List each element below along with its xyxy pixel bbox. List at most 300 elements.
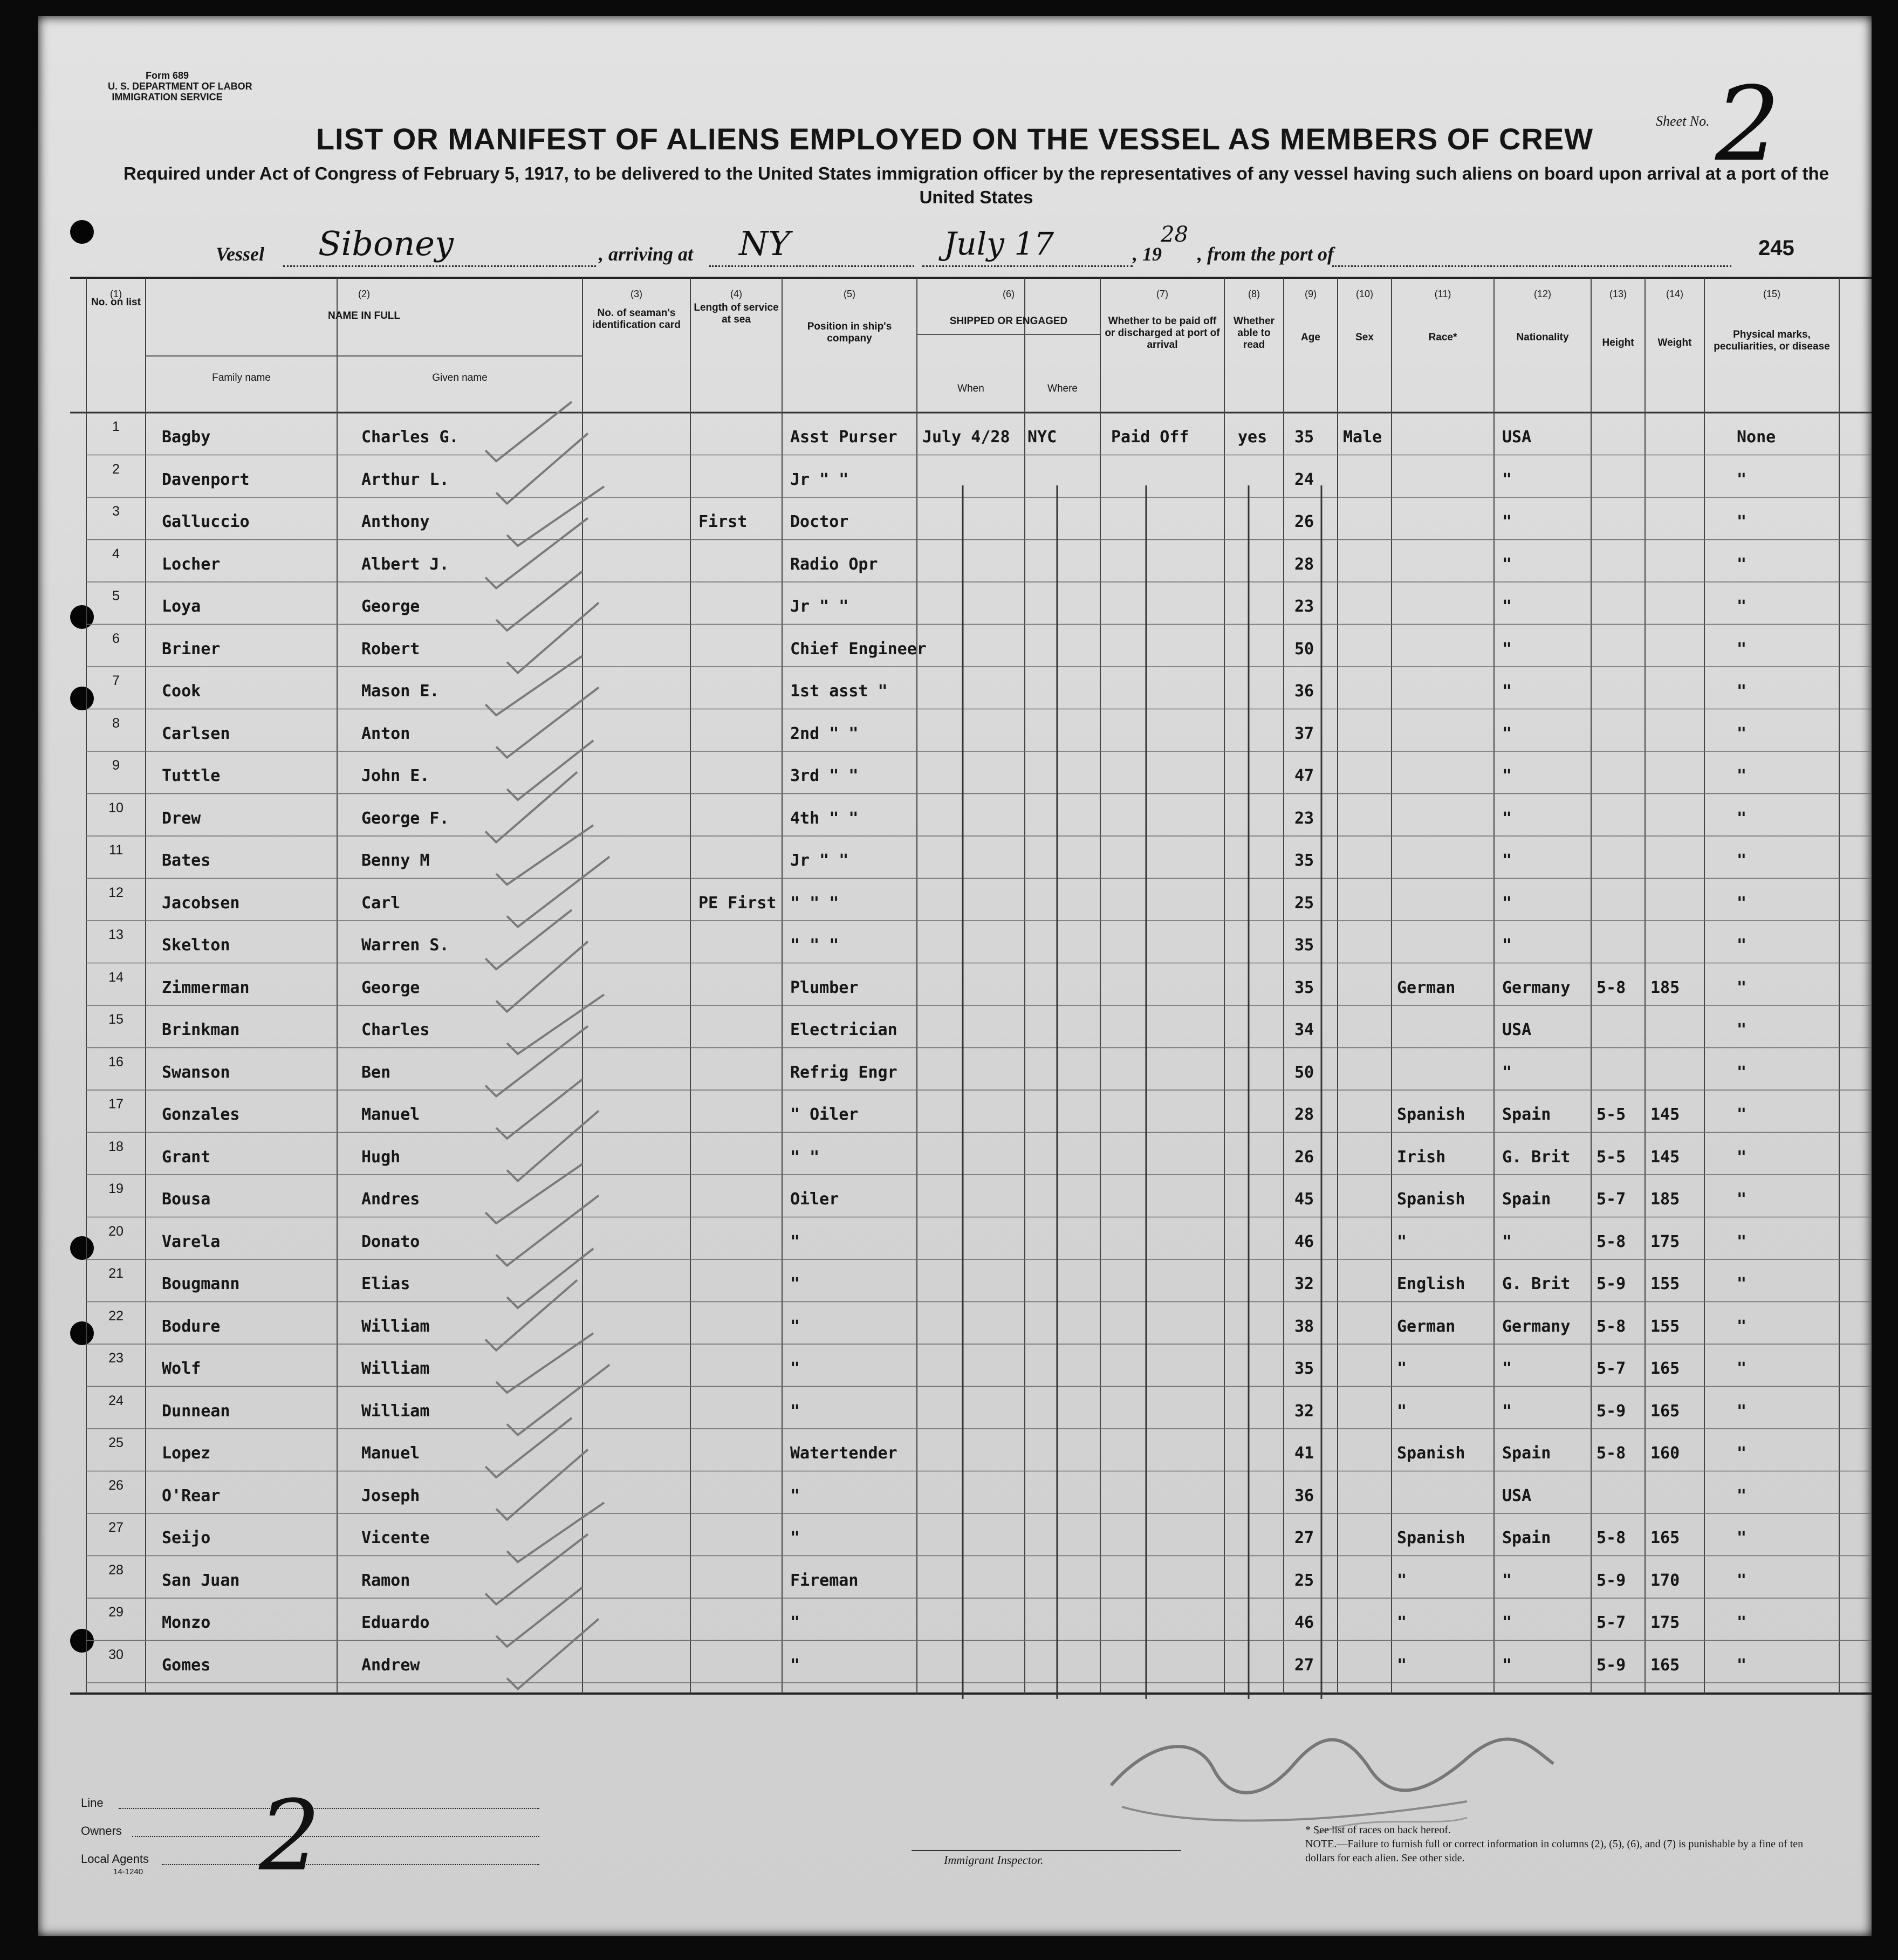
position-cell: " (790, 1486, 800, 1505)
check-mark (496, 571, 583, 631)
race-cell: German (1397, 978, 1456, 997)
header-height-number: (13) (1609, 289, 1627, 299)
header-name-in-full: NAME IN FULL (327, 310, 401, 321)
height-cell: 5-9 (1596, 1274, 1626, 1293)
physical-marks-cell: " (1737, 766, 1747, 785)
position-cell: " " " (790, 893, 839, 913)
weight-cell: 165 (1650, 1359, 1680, 1378)
family-name-cell: Tuttle (162, 766, 221, 785)
physical-marks-cell: " (1737, 851, 1747, 870)
row-number: 18 (108, 1139, 124, 1154)
row-number: 7 (112, 673, 120, 688)
given-name-cell: Arthur L. (361, 470, 449, 489)
physical-marks-cell: " (1737, 1317, 1747, 1336)
position-cell: " Oiler (790, 1105, 859, 1124)
weight-cell: 155 (1650, 1274, 1680, 1293)
given-name-cell: Manuel (361, 1105, 420, 1124)
given-name-cell: William (361, 1317, 430, 1336)
given-name-cell: William (361, 1359, 430, 1378)
header-id-card: No. of seaman's identification card (592, 307, 681, 331)
manifest-sheet (38, 16, 1872, 1936)
row-number: 10 (108, 800, 124, 815)
weight-cell: 185 (1650, 1190, 1680, 1209)
nationality-cell: " (1502, 766, 1512, 785)
nationality-cell: USA (1502, 428, 1532, 447)
row-number: 1 (112, 419, 120, 434)
family-name-cell: Bodure (162, 1317, 221, 1336)
height-cell: 5-7 (1596, 1359, 1626, 1378)
given-name-cell: Mason E. (361, 682, 440, 701)
physical-marks-cell: " (1737, 1613, 1747, 1632)
check-mark (496, 825, 593, 885)
physical-marks-cell: " (1737, 978, 1747, 997)
arriving-port: NY (739, 224, 791, 263)
family-name-cell: Skelton (162, 936, 230, 955)
legal-requirement-text: Required under Act of Congress of February 5, 1917, to be delivered to the United States immigration officer by the representatives of any vessel having such aliens on board upon arrival at a port of the United States (123, 163, 1829, 207)
check-mark (507, 1111, 599, 1181)
row-number: 16 (108, 1054, 124, 1070)
check-mark (507, 995, 604, 1054)
vessel-name: Siboney (318, 224, 454, 263)
nationality-cell: G. Brit (1502, 1147, 1571, 1167)
paid-off-cell: Paid Off (1111, 428, 1189, 447)
check-mark (507, 1365, 609, 1435)
given-name-cell: Andrew (361, 1655, 420, 1675)
weight-cell: 175 (1650, 1613, 1680, 1632)
race-cell: " (1397, 1359, 1407, 1378)
nationality-cell: " (1502, 639, 1512, 659)
header-nationality-number: (12) (1533, 289, 1551, 299)
nationality-cell: G. Brit (1502, 1274, 1571, 1293)
family-name-cell: Galluccio (162, 512, 250, 531)
family-name-cell: Monzo (162, 1613, 211, 1632)
family-name-cell: Lopez (162, 1444, 211, 1463)
race-cell: Spanish (1397, 1529, 1465, 1547)
check-mark (496, 1079, 583, 1139)
family-name-cell: Seijo (162, 1529, 211, 1547)
given-name-cell: Robert (361, 639, 420, 659)
age-cell: 28 (1294, 1105, 1314, 1124)
position-cell: Jr " " (790, 597, 849, 616)
given-name-cell: Elias (361, 1274, 410, 1293)
header-able-to-read-number: (8) (1248, 289, 1260, 299)
row-number: 19 (108, 1181, 124, 1196)
given-name-cell: Eduardo (361, 1613, 430, 1632)
position-cell: Jr " " (790, 470, 849, 489)
physical-marks-cell: " (1737, 682, 1747, 701)
family-name-cell: Wolf (162, 1359, 201, 1378)
row-number: 3 (112, 504, 120, 519)
physical-marks-cell: " (1737, 1486, 1747, 1505)
physical-marks-cell: " (1737, 1655, 1747, 1675)
given-name-cell: Anthony (361, 512, 430, 531)
physical-marks-cell: None (1737, 428, 1776, 447)
physical-marks-cell: " (1737, 1063, 1747, 1082)
physical-marks-cell: " (1737, 512, 1747, 531)
physical-marks-cell: " (1737, 808, 1747, 828)
height-cell: 5-8 (1596, 978, 1626, 997)
check-mark (507, 857, 609, 927)
weight-cell: 170 (1650, 1571, 1680, 1590)
check-mark (485, 1280, 577, 1351)
position-cell: Electrician (790, 1020, 897, 1039)
nationality-cell: " (1502, 851, 1512, 870)
form-code: 14-1240 (113, 1867, 143, 1876)
weight-cell: 145 (1650, 1147, 1680, 1167)
weight-cell: 160 (1650, 1444, 1680, 1463)
check-mark (507, 741, 593, 800)
height-cell: 5-5 (1596, 1147, 1626, 1167)
age-cell: 46 (1294, 1613, 1314, 1632)
header-weight-number: (14) (1666, 289, 1683, 299)
given-name-cell: Carl (361, 893, 401, 913)
given-name-cell: George (361, 978, 420, 997)
race-cell: " (1397, 1655, 1407, 1675)
race-cell: Spanish (1397, 1444, 1465, 1463)
physical-marks-cell: " (1737, 1147, 1747, 1167)
check-mark (507, 603, 599, 673)
race-cell: Spanish (1397, 1190, 1465, 1209)
physical-marks-cell: " (1737, 1105, 1747, 1124)
given-name-cell: Manuel (361, 1444, 420, 1463)
race-cell: English (1397, 1274, 1465, 1293)
form-department: U. S. DEPARTMENT OF LABOR (108, 81, 252, 92)
nationality-cell: " (1502, 512, 1512, 531)
height-cell: 5-9 (1596, 1655, 1626, 1675)
position-cell: 4th " " (790, 808, 859, 828)
nationality-cell: " (1502, 808, 1512, 828)
position-cell: Chief Engineer (790, 639, 927, 659)
family-name-cell: Bagby (162, 428, 211, 447)
header-id-card-number: (3) (631, 289, 642, 299)
sex-cell: Male (1343, 428, 1382, 447)
row-number: 23 (108, 1351, 124, 1366)
given-name-cell: Warren S. (361, 936, 449, 955)
nationality-cell: " (1502, 470, 1512, 489)
nationality-cell: " (1502, 1232, 1512, 1251)
inspector-label: Immigrant Inspector. (944, 1853, 1044, 1867)
given-name-cell: Ben (361, 1063, 391, 1082)
length-of-service-cell: PE First (698, 893, 777, 913)
age-cell: 37 (1294, 724, 1314, 743)
header-sex-number: (10) (1355, 289, 1373, 299)
owners-label: Owners (81, 1824, 122, 1838)
check-mark (507, 1503, 604, 1562)
row-number: 28 (108, 1562, 124, 1578)
height-cell: 5-9 (1596, 1571, 1626, 1590)
row-number: 8 (112, 715, 120, 731)
given-name-cell: Joseph (361, 1486, 420, 1505)
position-cell: " (790, 1359, 800, 1378)
header-physical-marks-number: (15) (1763, 289, 1780, 299)
race-cell: Irish (1397, 1147, 1446, 1167)
page-title: LIST OR MANIFEST OF ALIENS EMPLOYED ON THE VESSEL AS MEMBERS OF CREW (316, 122, 1594, 156)
family-name-cell: Cook (162, 682, 201, 701)
nationality-cell: " (1502, 682, 1512, 701)
age-cell: 35 (1294, 428, 1314, 447)
position-cell: Plumber (790, 978, 859, 997)
row-number: 2 (112, 461, 120, 477)
given-name-cell: Andres (361, 1190, 420, 1209)
nationality-cell: " (1502, 936, 1512, 955)
penalty-note: NOTE.—Failure to furnish full or correct information in columns (2), (5), (6), and (7) is punishable by a fine of ten dollars for each alien. See other side. (1305, 1838, 1804, 1864)
family-name-cell: Davenport (162, 470, 250, 489)
header-age: Age (1301, 332, 1320, 343)
header-length-of-service-number: (4) (730, 289, 742, 299)
nationality-cell: USA (1502, 1486, 1532, 1505)
nationality-cell: " (1502, 1613, 1512, 1632)
position-cell: " (790, 1529, 800, 1547)
age-cell: 38 (1294, 1317, 1314, 1336)
family-name-cell: Varela (162, 1232, 221, 1251)
nationality-cell: Spain (1502, 1105, 1551, 1124)
handwritten-number: 2 (259, 1780, 321, 1893)
family-name-cell: Bougmann (162, 1274, 240, 1293)
height-cell: 5-8 (1596, 1317, 1626, 1336)
age-cell: 35 (1294, 851, 1314, 870)
physical-marks-cell: " (1737, 1190, 1747, 1209)
row-number: 11 (109, 842, 123, 858)
row-number: 12 (108, 885, 124, 900)
given-name-cell: Vicente (361, 1529, 430, 1547)
form-service: IMMIGRATION SERVICE (112, 92, 223, 102)
given-name-cell: George F. (361, 808, 449, 828)
header-list-number-number: (1) (110, 289, 122, 299)
header-age-number: (9) (1305, 289, 1317, 299)
row-number: 26 (108, 1477, 124, 1493)
check-mark (496, 1333, 593, 1393)
row-number: 9 (112, 758, 120, 773)
position-cell: " (790, 1401, 800, 1421)
physical-marks-cell: " (1737, 724, 1747, 743)
age-cell: 25 (1294, 1571, 1314, 1590)
position-cell: " (790, 1613, 800, 1632)
race-cell: " (1397, 1232, 1407, 1251)
position-cell: 3rd " " (790, 766, 859, 785)
header-sex: Sex (1355, 332, 1374, 343)
physical-marks-cell: " (1737, 936, 1747, 955)
family-name-cell: Swanson (162, 1063, 230, 1082)
family-name-cell: Carlsen (162, 724, 230, 743)
nationality-cell: " (1502, 724, 1512, 743)
able-to-read-cell: yes (1238, 428, 1267, 447)
check-mark (496, 942, 588, 1012)
age-cell: 35 (1294, 1359, 1314, 1378)
arrival-date: July 17 (944, 225, 1054, 262)
physical-marks-cell: " (1737, 1274, 1747, 1293)
family-name-cell: Bousa (162, 1190, 211, 1209)
age-cell: 36 (1294, 1486, 1314, 1505)
family-name-cell: San Juan (162, 1571, 240, 1590)
nationality-cell: USA (1502, 1020, 1532, 1039)
nationality-cell: Spain (1502, 1529, 1551, 1547)
position-cell: " " " (790, 936, 839, 955)
family-name-cell: Drew (162, 808, 201, 828)
race-cell: " (1397, 1613, 1407, 1632)
row-number: 21 (108, 1266, 124, 1281)
arriving-label: , arriving at (599, 243, 694, 265)
weight-cell: 165 (1650, 1529, 1680, 1547)
nationality-cell: Spain (1502, 1444, 1551, 1463)
age-cell: 47 (1294, 766, 1314, 785)
age-cell: 23 (1294, 808, 1314, 828)
check-mark (496, 1450, 588, 1520)
family-name-cell: Locher (162, 554, 221, 574)
weight-cell: 175 (1650, 1232, 1680, 1251)
header-length-of-service: Length of service at sea (694, 302, 779, 325)
header-position: Position in ship's company (807, 321, 892, 344)
given-name-cell: Donato (361, 1232, 420, 1251)
row-number: 15 (108, 1012, 124, 1027)
manifest-table-grid (38, 16, 1872, 1936)
age-cell: 32 (1294, 1401, 1314, 1421)
given-name-cell: John E. (361, 766, 430, 785)
header-nationality: Nationality (1516, 332, 1569, 343)
family-name-cell: Zimmerman (162, 978, 250, 997)
header-shipped-engaged-number: (6) (1003, 289, 1015, 299)
nationality-cell: " (1502, 554, 1512, 574)
header-shipped-engaged: SHIPPED OR ENGAGED (949, 316, 1068, 327)
shipped-when-cell: July 4/28 (922, 428, 1010, 447)
weight-cell: 145 (1650, 1105, 1680, 1124)
height-cell: 5-8 (1596, 1529, 1626, 1547)
position-cell: Refrig Engr (790, 1063, 897, 1082)
physical-marks-cell: " (1737, 470, 1747, 489)
weight-cell: 155 (1650, 1317, 1680, 1336)
position-cell: " (790, 1232, 800, 1251)
physical-marks-cell: " (1737, 1571, 1747, 1590)
physical-marks-cell: " (1737, 1020, 1747, 1039)
family-name-cell: Gonzales (162, 1105, 240, 1124)
row-number: 17 (108, 1096, 124, 1112)
from-port-label: , from the port of (1197, 243, 1334, 265)
family-name-cell: Jacobsen (162, 893, 240, 913)
weight-cell: 185 (1650, 978, 1680, 997)
given-name-cell: Anton (361, 724, 410, 743)
position-cell: Jr " " (790, 851, 849, 870)
row-number: 14 (108, 969, 124, 985)
row-number: 27 (108, 1520, 124, 1535)
header-physical-marks: Physical marks, peculiarities, or disease (1714, 329, 1830, 352)
row-number: 30 (108, 1647, 124, 1662)
race-cell: Spanish (1397, 1105, 1465, 1124)
shipped-where-cell: NYC (1027, 428, 1057, 447)
family-name-cell: Gomes (162, 1655, 211, 1675)
given-name-cell: Benny M (361, 851, 430, 870)
stamp-number: 245 (1758, 236, 1794, 260)
position-cell: " " (790, 1147, 820, 1167)
nationality-cell: " (1502, 1063, 1512, 1082)
physical-marks-cell: " (1737, 1529, 1747, 1547)
age-cell: 32 (1294, 1274, 1314, 1293)
age-cell: 46 (1294, 1232, 1314, 1251)
check-mark (485, 656, 583, 715)
physical-marks-cell: " (1737, 1359, 1747, 1378)
race-cell: " (1397, 1571, 1407, 1590)
age-cell: 35 (1294, 936, 1314, 955)
age-cell: 36 (1294, 682, 1314, 701)
row-number: 20 (108, 1223, 124, 1239)
race-footnote: * See list of races on back hereof. (1305, 1824, 1451, 1836)
age-cell: 35 (1294, 978, 1314, 997)
check-mark (496, 434, 588, 504)
header-list-number: No. on list (91, 297, 141, 308)
physical-marks-cell: " (1737, 1444, 1747, 1463)
header-name-in-full-number: (2) (358, 289, 370, 299)
header-where: Where (1047, 383, 1078, 394)
age-cell: 28 (1294, 554, 1314, 574)
nationality-cell: " (1502, 1401, 1512, 1421)
length-of-service-cell: First (698, 512, 748, 531)
family-name-cell: Bates (162, 851, 211, 870)
given-name-cell: Hugh (361, 1147, 401, 1167)
age-cell: 34 (1294, 1020, 1314, 1039)
form-number: Form 689 (145, 70, 189, 81)
line-label: Line (81, 1796, 104, 1810)
age-cell: 24 (1294, 470, 1314, 489)
age-cell: 50 (1294, 639, 1314, 659)
given-name-cell: Charles (361, 1020, 430, 1039)
position-cell: Watertender (790, 1444, 897, 1463)
header-able-to-read: Whether able to read (1234, 316, 1275, 351)
local-agents-label: Local Agents (81, 1852, 149, 1866)
row-number: 5 (112, 588, 120, 604)
check-mark (496, 1587, 583, 1647)
age-cell: 27 (1294, 1529, 1314, 1547)
given-name-cell: Charles G. (361, 428, 459, 447)
position-cell: Radio Opr (790, 554, 878, 574)
age-cell: 26 (1294, 512, 1314, 531)
check-mark (507, 486, 604, 546)
header-race-number: (11) (1434, 289, 1451, 299)
position-cell: " (790, 1317, 800, 1336)
position-cell: " (790, 1274, 800, 1293)
nationality-cell: " (1502, 597, 1512, 616)
position-cell: " (790, 1655, 800, 1675)
age-cell: 41 (1294, 1444, 1314, 1463)
header-family-name: Family name (212, 372, 271, 383)
physical-marks-cell: " (1737, 597, 1747, 616)
sheet-number-handwritten: 2 (1715, 65, 1780, 184)
family-name-cell: Dunnean (162, 1401, 230, 1421)
row-number: 29 (108, 1605, 124, 1620)
check-mark (485, 402, 572, 461)
header-height: Height (1602, 337, 1634, 348)
position-cell: Oiler (790, 1190, 839, 1209)
given-name-cell: William (361, 1401, 430, 1421)
nationality-cell: " (1502, 1571, 1512, 1590)
position-cell: Asst Purser (790, 428, 897, 447)
position-cell: Doctor (790, 512, 849, 531)
age-cell: 25 (1294, 893, 1314, 913)
family-name-cell: Brinkman (162, 1020, 240, 1039)
race-cell: German (1397, 1317, 1456, 1336)
position-cell: 1st asst " (790, 682, 888, 701)
age-cell: 23 (1294, 597, 1314, 616)
physical-marks-cell: " (1737, 554, 1747, 574)
check-mark (485, 772, 577, 842)
physical-marks-cell: " (1737, 893, 1747, 913)
given-name-cell: Albert J. (361, 554, 449, 574)
year-prefix: , 19 (1133, 243, 1162, 265)
nationality-cell: Spain (1502, 1190, 1551, 1209)
nationality-cell: Germany (1502, 1317, 1571, 1336)
row-number: 25 (108, 1435, 124, 1450)
weight-cell: 165 (1650, 1401, 1680, 1421)
check-mark (485, 1164, 583, 1223)
header-when: When (957, 383, 984, 394)
row-number: 6 (112, 631, 120, 646)
